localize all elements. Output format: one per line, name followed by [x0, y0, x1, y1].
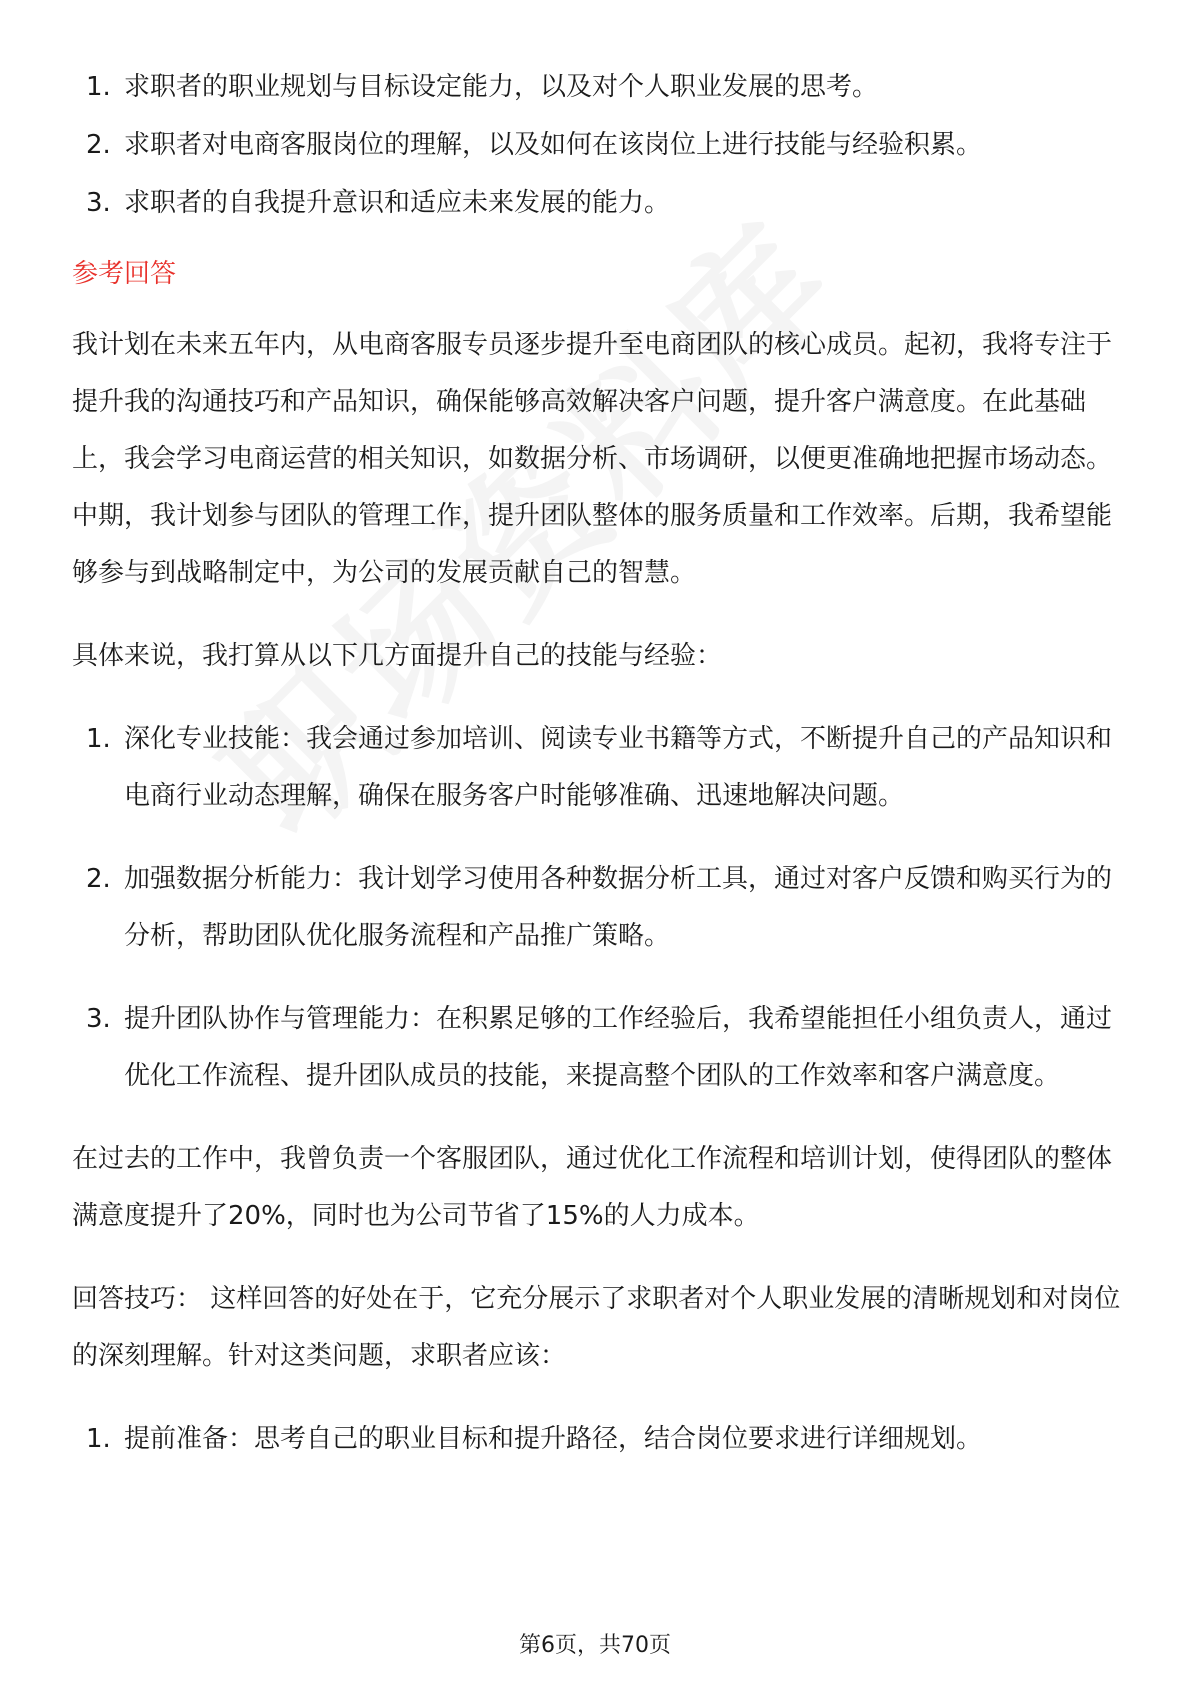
list-number: 1.: [86, 1424, 111, 1454]
skills-list: [72, 711, 1132, 1105]
list-number: 3.: [86, 188, 111, 218]
list-item-text: 求职者对电商客服岗位的理解，以及如何在该岗位上进行技能与经验积累。: [124, 130, 983, 160]
list-number: 1.: [86, 724, 111, 754]
list-item: [72, 711, 1132, 825]
list-item-text: 求职者的自我提升意识和适应未来发展的能力。: [124, 188, 671, 218]
list-item-text: 加强数据分析能力：我计划学习使用各种数据分析工具，通过对客户反馈和购买行为的分析，帮助团队优化服务流程和产品推广策略。: [124, 864, 1113, 951]
answer-paragraph: 我计划在未来五年内，从电商客服专员逐步提升至电商团队的核心成员。起初，我将专注于提升我的沟通技巧和产品知识，确保能够高效解决客户问题，提升客户满意度。在此基础上，我会学习电商运营的相关知识，如数据分析、市场调研，以便更准确地把握市场动态。中期，我计划参与团队的管理工作，提升团队整体的服务质量和工作效率。后期，我希望能够参与到战略制定中，为公司的发展贡献自己的智慧。: [72, 330, 1113, 588]
list-item-text: 提前准备：思考自己的职业目标和提升路径，结合岗位要求进行详细规划。: [124, 1424, 983, 1454]
list-item: [72, 116, 1132, 174]
tips-paragraph: 回答技巧： 这样回答的好处在于，它充分展示了求职者对个人职业发展的清晰规划和对岗位的深刻理解。针对这类问题，求职者应该：: [72, 1284, 1121, 1371]
section-heading: 参考回答: [72, 259, 177, 289]
list-item-text: 深化专业技能：我会通过参加培训、阅读专业书籍等方式，不断提升自己的产品知识和电商行业动态理解，确保在服务客户时能够准确、迅速地解决问题。: [124, 724, 1113, 811]
list-number: 2.: [86, 864, 111, 894]
specific-intro: 具体来说，我打算从以下几方面提升自己的技能与经验：: [72, 641, 723, 671]
list-item: [72, 851, 1132, 965]
list-number: 3.: [86, 1004, 111, 1034]
list-number: 2.: [86, 130, 111, 160]
past-experience-paragraph: 在过去的工作中，我曾负责一个客服团队，通过优化工作流程和培训计划，使得团队的整体满意度提升了20%，同时也为公司节省了15%的人力成本。: [72, 1144, 1113, 1231]
list-number: 1.: [86, 72, 111, 102]
page-footer: 第6页，共70页: [519, 1633, 671, 1658]
list-item: [72, 1411, 1132, 1468]
intro-list: [72, 58, 1132, 232]
page-content: [72, 58, 1132, 1468]
list-item-text: 求职者的职业规划与目标设定能力，以及对个人职业发展的思考。: [124, 72, 879, 102]
list-item-text: 提升团队协作与管理能力：在积累足够的工作经验后，我希望能担任小组负责人，通过优化工作流程、提升团队成员的技能，来提高整个团队的工作效率和客户满意度。: [124, 1004, 1113, 1091]
tips-list: [72, 1411, 1132, 1468]
list-item: [72, 991, 1132, 1105]
list-item: [72, 174, 1132, 232]
list-item: [72, 58, 1132, 116]
